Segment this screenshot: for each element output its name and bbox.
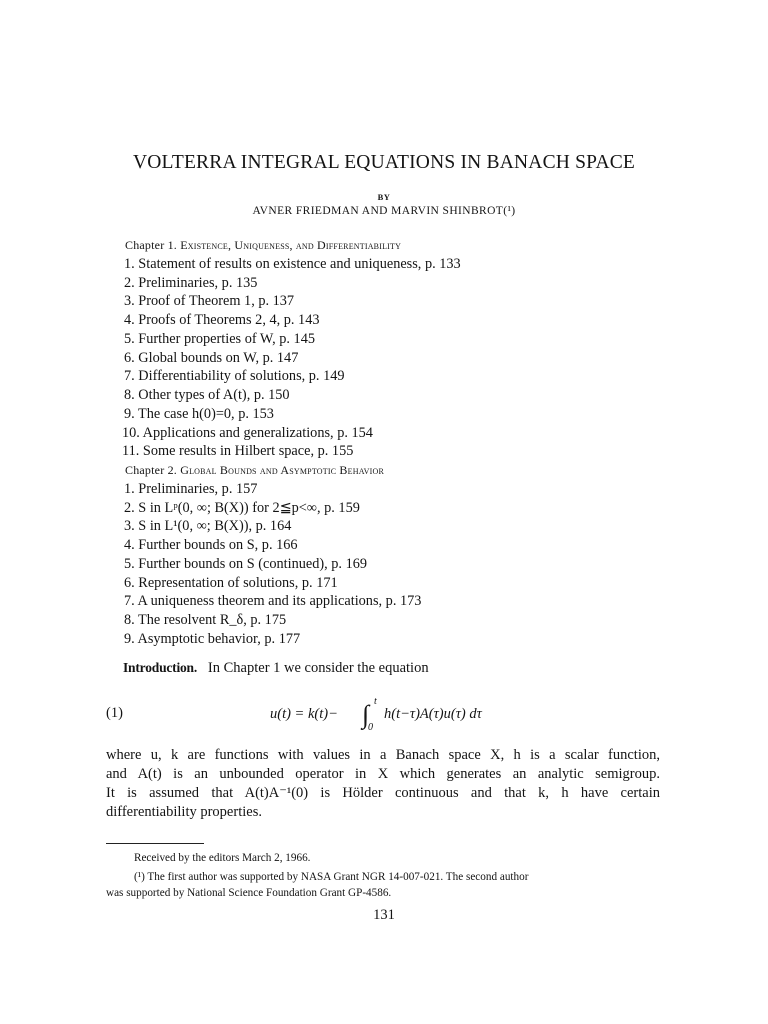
footnote-divider (106, 843, 204, 844)
toc-item: 7. Differentiability of solutions, p. 149 (124, 368, 345, 385)
toc-item: 2. Preliminaries, p. 135 (124, 274, 258, 291)
page-number: 131 (373, 907, 395, 923)
footnote-1-line: (¹) The first author was supported by NASA Grant NGR 14-007-021. The second author (134, 871, 529, 883)
chapter-2-title: Global Bounds and Asymptotic Behavior (180, 463, 384, 477)
introduction-heading: Introduction. (123, 660, 198, 675)
chapter-2-heading (124, 461, 684, 480)
equation-lhs: u(t) = k(t)− (270, 706, 338, 722)
footnote-1 (106, 870, 662, 901)
body-line: where u, k are functions with values in a Banach space X, h is a scalar function, (106, 747, 660, 763)
paper-title: VOLTERRA INTEGRAL EQUATIONS IN BANACH SPACE (132, 152, 636, 173)
integral-sign-icon: ∫ (362, 700, 370, 729)
lower-limit: 0 (368, 722, 373, 733)
toc-item: 5. Further properties of W, p. 145 (124, 330, 315, 347)
table-of-contents (124, 236, 684, 649)
toc-item: 4. Proofs of Theorems 2, 4, p. 143 (124, 312, 320, 328)
chapter-1-label: Chapter 1. (125, 238, 177, 252)
equation-number: (1) (106, 705, 123, 721)
toc-item: 9. The case h(0)=0, p. 153 (124, 405, 274, 422)
chapter-1-title: Existence, Uniqueness, and Differentiability (180, 238, 402, 252)
toc-item: 4. Further bounds on S, p. 166 (124, 537, 298, 553)
toc-item: 7. A uniqueness theorem and its applications, p. 173 (124, 593, 422, 610)
chapter-2-label: Chapter 2. (125, 463, 177, 477)
toc-item: 6. Representation of solutions, p. 171 (124, 574, 338, 591)
introduction-text: In Chapter 1 we consider the equation (207, 660, 429, 676)
toc-item: 2. S in Lᵖ(0, ∞; B(X)) for 2≦p<∞, p. 159 (124, 499, 360, 516)
body-line: differentiability properties. (106, 804, 262, 820)
toc-item: 1. Statement of results on existence and uniqueness, p. 133 (124, 255, 461, 272)
body-line: and A(t) is an unbounded operator in X which generates an analytic semigroup. (106, 766, 660, 782)
introduction-paragraph (123, 660, 429, 677)
toc-item: 3. Proof of Theorem 1, p. 137 (124, 293, 295, 310)
toc-item: 11. Some results in Hilbert space, p. 155 (122, 443, 354, 460)
toc-item: 8. Other types of A(t), p. 150 (124, 387, 290, 403)
toc-item: 10. Applications and generalizations, p. 154 (122, 424, 373, 441)
footnote-1-line: was supported by National Science Foundation Grant GP-4586. (106, 886, 392, 899)
footnote-received: Received by the editors March 2, 1966. (134, 852, 311, 864)
toc-item: 8. The resolvent R_δ, p. 175 (124, 612, 287, 628)
byline-label: BY (377, 192, 391, 202)
integrand: h(t−τ)A(τ)u(τ) dτ (384, 706, 482, 722)
toc-item: 6. Global bounds on W, p. 147 (124, 349, 299, 366)
chapter-1-heading (124, 236, 684, 255)
toc-item: 1. Preliminaries, p. 157 (124, 480, 258, 497)
authors: AVNER FRIEDMAN AND MARVIN SHINBROT(¹) (252, 205, 516, 217)
upper-limit: t (374, 696, 377, 707)
toc-item: 5. Further bounds on S (continued), p. 169 (124, 555, 368, 572)
toc-item: 3. S in L¹(0, ∞; B(X)), p. 164 (124, 518, 292, 535)
body-line: It is assumed that A(t)A⁻¹(0) is Hölder continuous and that k, h have certain (106, 785, 660, 801)
body-paragraph (106, 746, 660, 822)
toc-item: 9. Asymptotic behavior, p. 177 (124, 630, 301, 647)
